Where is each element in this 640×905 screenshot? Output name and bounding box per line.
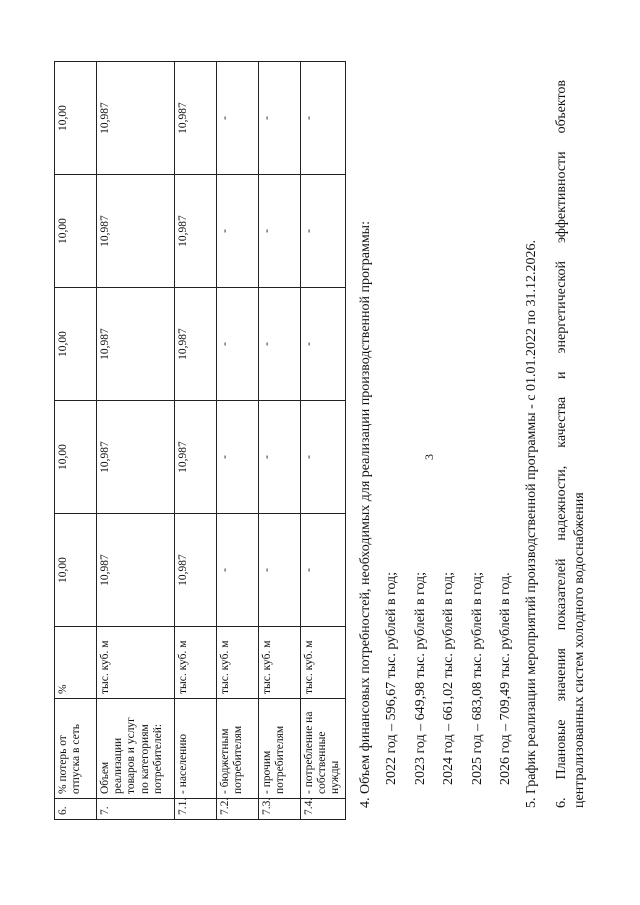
value-cell: -	[217, 514, 259, 627]
row-number: 6.	[55, 799, 97, 820]
value-cell: -	[217, 288, 259, 401]
value-cell: 10,987	[175, 288, 217, 401]
value-cell: 10,00	[55, 401, 97, 514]
row-number: 7.	[97, 799, 175, 820]
row-unit: тыс. куб. м	[175, 627, 217, 699]
section-6-line-1: 6. Плановые значения показателей надежности, качества и энергетической эффективности объектов	[554, 80, 569, 808]
value-cell: -	[217, 62, 259, 175]
row-unit: %	[55, 627, 97, 699]
section-6-text	[553, 80, 588, 808]
value-cell: 10,987	[175, 401, 217, 514]
row-name: - населению	[175, 699, 217, 799]
row-name: - потребление на собственные нужды	[301, 699, 346, 799]
row-unit: тыс. куб. м	[217, 627, 259, 699]
finance-line: 2022 год – 596,67 тыс. рублей в год;	[384, 571, 399, 785]
table-row	[175, 62, 217, 820]
row-name: Объем реализации товаров и услуг по категориям потребителей:	[97, 699, 175, 799]
value-cell: -	[217, 175, 259, 288]
value-cell: 10,00	[55, 288, 97, 401]
finance-line: 2026 год – 709,49 тыс. рублей в год.	[498, 572, 513, 785]
finance-line: 2023 год – 649,98 тыс. рублей в год;	[413, 571, 428, 785]
row-unit: тыс. куб. м	[301, 627, 346, 699]
row-unit: тыс. куб. м	[259, 627, 301, 699]
value-cell: 10,987	[97, 401, 175, 514]
row-name: % потерь от отпуска в сеть	[55, 699, 97, 799]
table-row	[217, 62, 259, 820]
value-cell: 10,00	[55, 175, 97, 288]
section-6-line-2: централизованных систем холодного водоснабжения	[571, 492, 587, 808]
value-cell: -	[259, 514, 301, 627]
value-cell: -	[301, 288, 346, 401]
value-cell: 10,987	[97, 514, 175, 627]
page-number: 3	[422, 454, 436, 460]
value-cell: 10,987	[97, 288, 175, 401]
table-body	[55, 62, 346, 820]
table-row	[97, 62, 175, 820]
indicators-table	[54, 61, 346, 820]
finance-line: 2025 год – 683,08 тыс. рублей в год;	[470, 571, 485, 785]
value-cell: 10,00	[55, 514, 97, 627]
row-name: - бюджетным потребителям	[217, 699, 259, 799]
value-cell: -	[301, 514, 346, 627]
value-cell: -	[217, 401, 259, 514]
value-cell: 10,987	[97, 175, 175, 288]
row-number: 7.4.	[301, 799, 346, 820]
value-cell: -	[259, 62, 301, 175]
section-4-heading: 4. Объем финансовых потребностей, необходимых для реализации производственной программы:	[358, 221, 373, 808]
row-unit: тыс. куб. м	[97, 627, 175, 699]
value-cell: 10,987	[175, 514, 217, 627]
section-5-text: 5. График реализации мероприятий производственной программы - с 01.01.2022 по 31.12.2026.	[524, 239, 539, 808]
value-cell: 10,00	[55, 62, 97, 175]
value-cell: 10,987	[97, 62, 175, 175]
value-cell: -	[301, 401, 346, 514]
table-row	[55, 62, 97, 820]
value-cell: -	[301, 62, 346, 175]
row-name: - прочим потребителям	[259, 699, 301, 799]
row-number: 7.2.	[217, 799, 259, 820]
row-number: 7.3.	[259, 799, 301, 820]
row-number: 7.1.	[175, 799, 217, 820]
value-cell: 10,987	[175, 175, 217, 288]
value-cell: -	[301, 175, 346, 288]
value-cell: 10,987	[175, 62, 217, 175]
table-row	[301, 62, 346, 820]
table-row	[259, 62, 301, 820]
value-cell: -	[259, 288, 301, 401]
finance-line: 2024 год – 661,02 тыс. рублей в год;	[441, 571, 456, 785]
value-cell: -	[259, 401, 301, 514]
value-cell: -	[259, 175, 301, 288]
